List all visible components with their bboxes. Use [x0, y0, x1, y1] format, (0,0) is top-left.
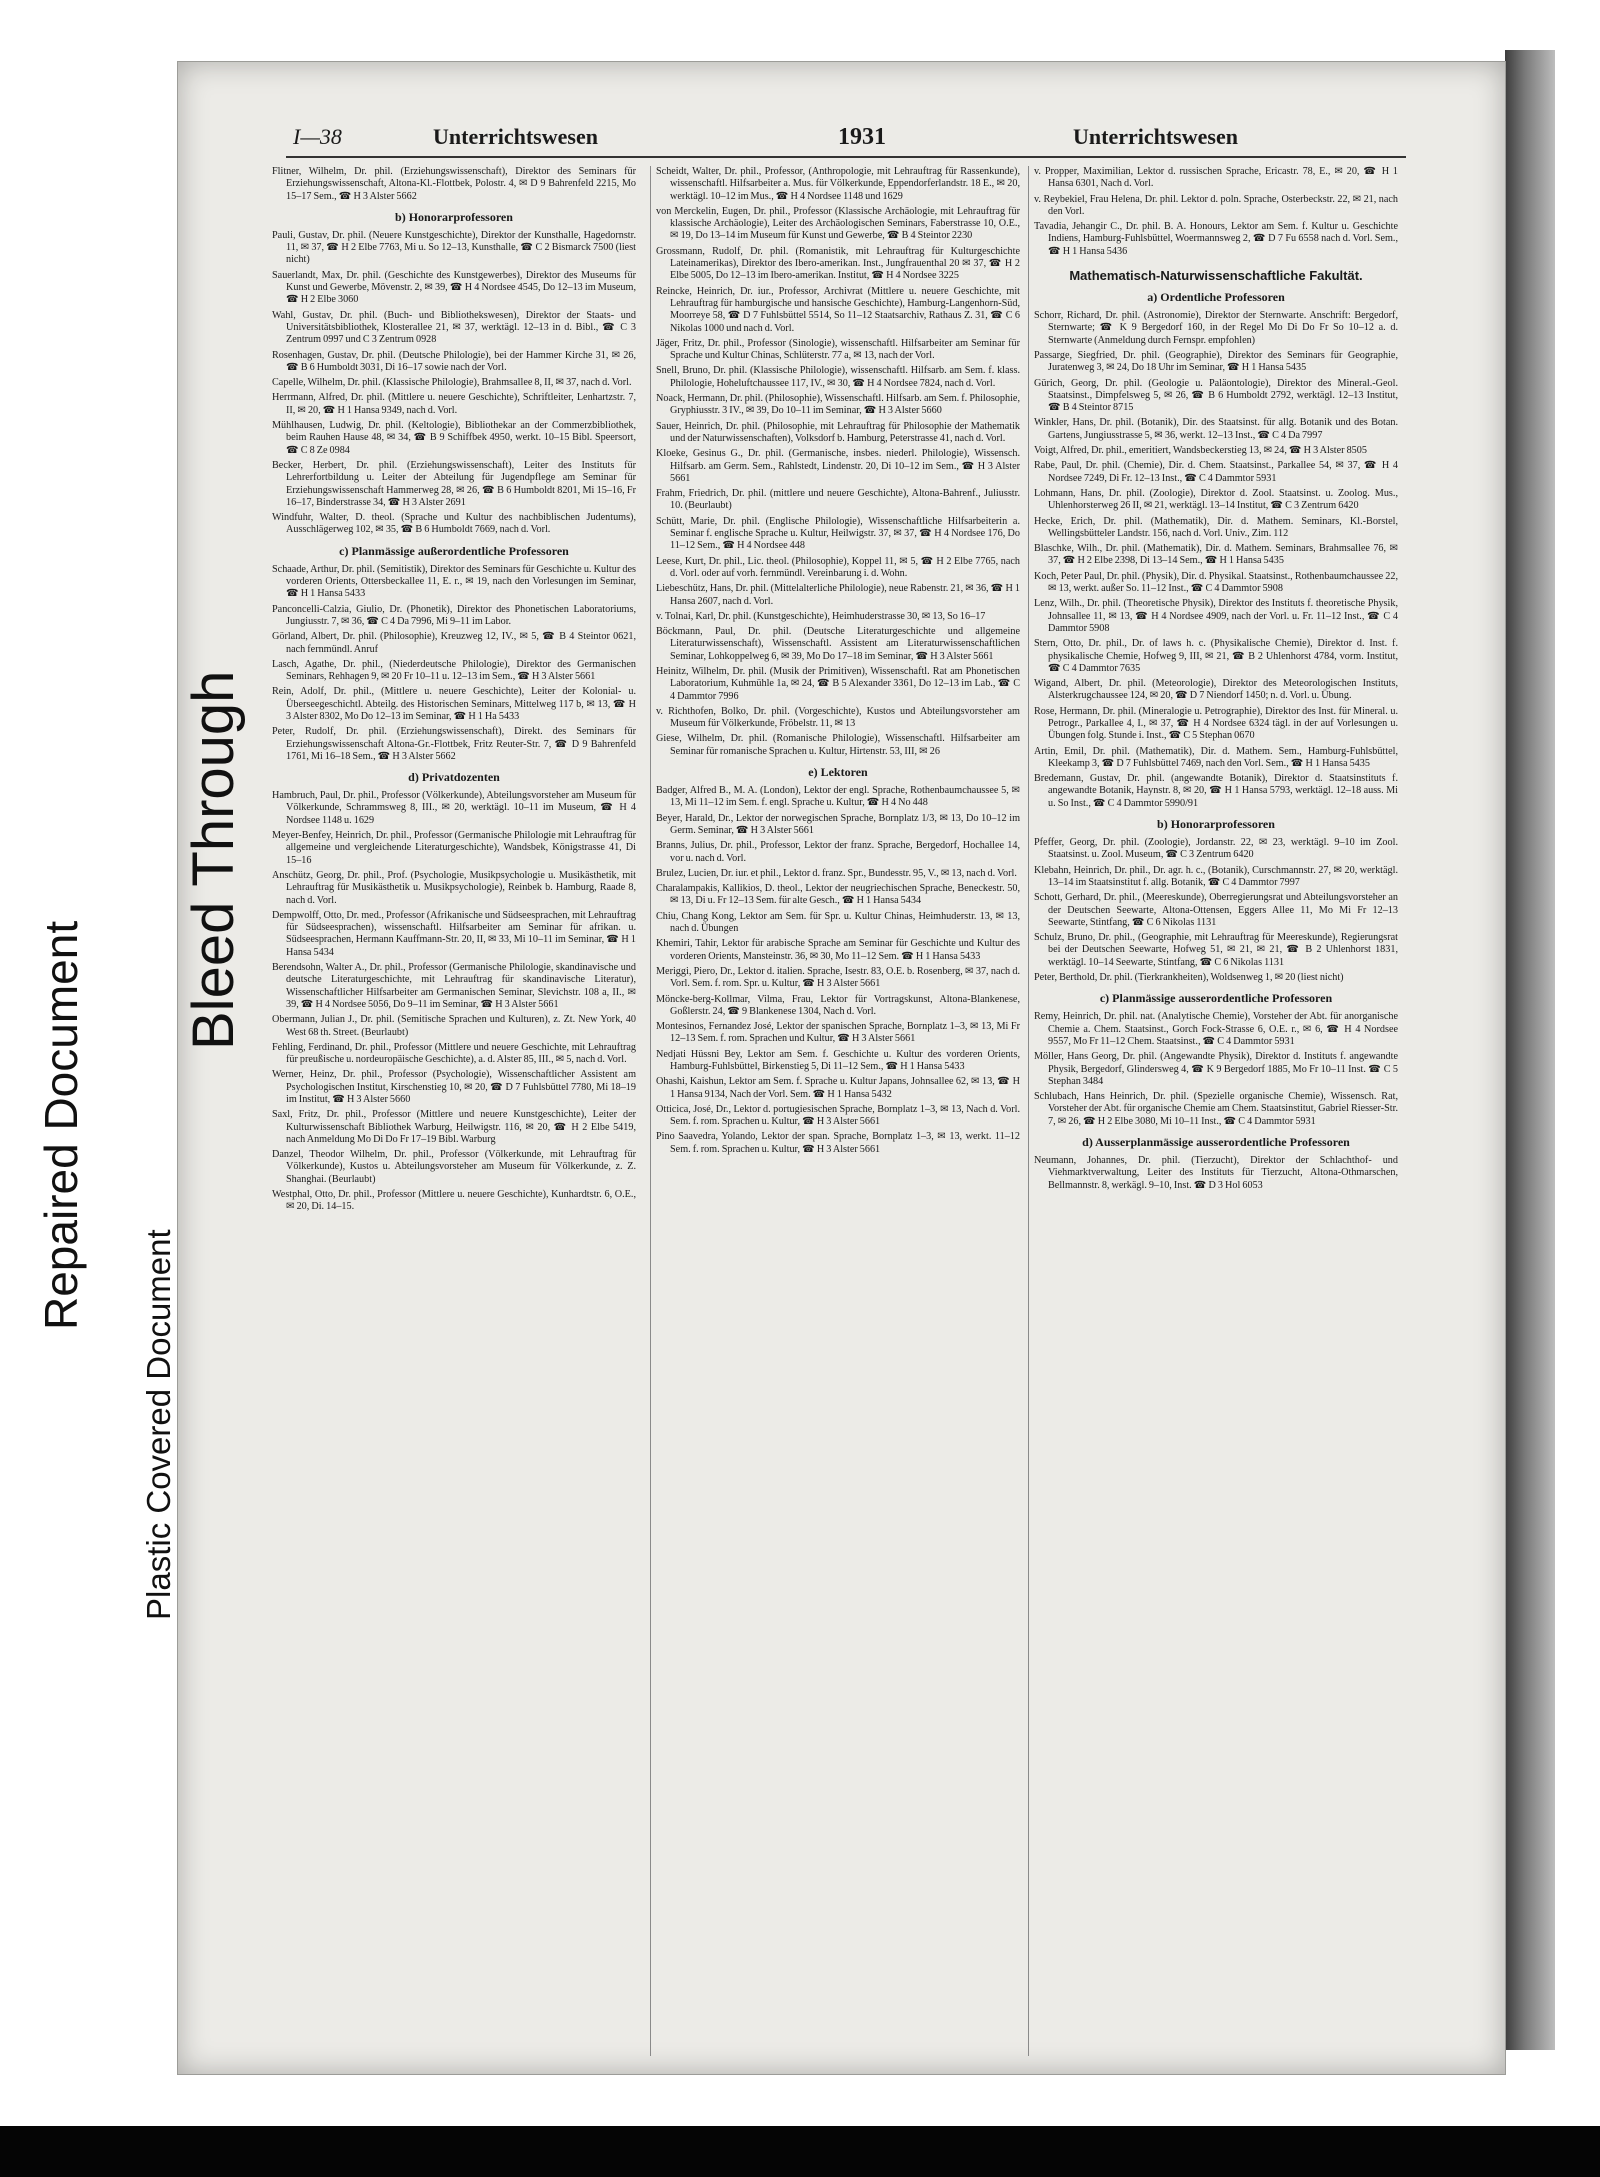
directory-entry: Mühlhausen, Ludwig, Dr. phil. (Keltologie), Bibliothekar an der Commerzbibliothek, beim Rauhen Hause 48, ✉ 34, ☎ B 9 Schiffbek 4950, werkt. 10–15 Bibl. Speersort, ☎ C 8 Ze 0984: [272, 420, 636, 456]
directory-entry: Sauer, Heinrich, Dr. phil. (Philosophie, mit Lehrauftrag für Philosophie der Mathematik und der Naturwissenschaften), Volksdorf b. Hamburg, Peterstrasse 41, nach d. Vorl.: [656, 420, 1020, 444]
directory-entry: Remy, Heinrich, Dr. phil. nat. (Analytische Chemie), Vorsteher der Abt. für anorganische Chemie a. Chem. Staatsinst., Gorch Fock-Strasse 6, O.E. r., ✉ 6, ☎ H 4 Nordsee 9557, Mo Fr 11–12 Chem. Staatsinst., ☎ C 4 Dammtor 5931: [1034, 1011, 1398, 1047]
directory-entry: Wigand, Albert, Dr. phil. (Meteorologie), Direktor des Meteorologischen Instituts, Alsterkrugchaussee 124, ✉ 20, ☎ D 7 Niendorf 1450; n. d. Vorl. u. Übung.: [1034, 678, 1398, 702]
directory-entry: Danzel, Theodor Wilhelm, Dr. phil., Professor (Völkerkunde, mit Lehrauftrag für Völkerkunde), Kustos u. Abteilungsvorsteher am Museum für Völkerkunde, z. Z. Shanghai. (Beurlaubt): [272, 1149, 636, 1185]
directory-entry: Liebeschütz, Hans, Dr. phil. (Mittelalterliche Philologie), neue Rabenstr. 21, ✉ 36, ☎ H 1 Hansa 2607, nach d. Vorl.: [656, 583, 1020, 607]
directory-entry: Schorr, Richard, Dr. phil. (Astronomie), Direktor der Sternwarte. Anschrift: Bergedorf, Sternwarte; ☎ K 9 Bergedorf 160, in der Regel Mo Di Do Fr So 10–12 a. d. Sternwarte (Anmeldung durch Fernspr. empfohlen): [1034, 310, 1398, 346]
column-divider: [650, 166, 651, 2056]
directory-entry: Passarge, Siegfried, Dr. phil. (Geographie), Direktor des Seminars für Geographie, Juratenweg 3, ✉ 24, Do 18 Uhr im Seminar, ☎ H 1 Hansa 5435: [1034, 349, 1398, 374]
section-heading: c) Planmässige ausserordentliche Professoren: [1099, 991, 1333, 1006]
directory-entry: Giese, Wilhelm, Dr. phil. (Romanische Philologie), Wissenschaftl. Hilfsarbeiter am Seminar für romanische Sprachen u. Kultur, Hirtenstr. 53, III, ✉ 26: [656, 733, 1020, 757]
text-column-1: [272, 166, 636, 1217]
directory-entry: Nedjati Hüssni Bey, Lektor am Sem. f. Geschichte u. Kultur des vorderen Orients, Hamburg-Fuhlsbüttel, Birkenstieg 5, Di 11–12 Sem., ☎ H 1 Hansa 5433: [656, 1048, 1020, 1072]
directory-entry: Pino Saavedra, Yolando, Lektor der span. Sprache, Bornplatz 1–3, ✉ 13, werkt. 11–12 Sem. f. rom. Sprachen u. Kultur, ☎ H 3 Alster 5661: [656, 1131, 1020, 1155]
directory-entry: Schott, Gerhard, Dr. phil., (Meereskunde), Oberregierungsrat und Abteilungsvorsteher an der Deutschen Seewarte, Altona-Ottensen, Eggers Allee 11, Mo Mi Fr 12–13 Seewarte, Stintfang, ☎ C 6 Nikolas 1131: [1034, 892, 1398, 928]
running-head: [178, 62, 1505, 162]
directory-entry: Berendsohn, Walter A., Dr. phil., Professor (Germanische Philologie, skandinavische und deutsche Literaturgeschichte, mit Lehrauftrag für skandinavische Literatur), Wissenschaftlicher Hilfsarbeiter am Germanischen Seminar, Slevichstr. 108 a, II., ✉ 39, ☎ H 4 Nordsee 5056, Do 9–11 im Seminar, ☎ H 3 Alster 5661: [272, 962, 636, 1010]
header-rule: [286, 156, 1406, 158]
directory-entry: Rosenhagen, Gustav, Dr. phil. (Deutsche Philologie), bei der Hammer Kirche 31, ✉ 26, ☎ B 6 Humboldt 3031, Di 16–17 sowie nach der Vorl.: [272, 349, 636, 373]
directory-entry: Badger, Alfred B., M. A. (London), Lektor der engl. Sprache, Rothenbaumchaussee 5, ✉ 13, Mi 11–12 im Sem. f. engl. Sprache u. Kultur, ☎ H 4 No 448: [656, 785, 1020, 809]
directory-entry: Ohashi, Kaishun, Lektor am Sem. f. Sprache u. Kultur Japans, Johnsallee 62, ✉ 13, ☎ H 1 Hansa 9134, Nach der Vorl. Sem. ☎ H 1 Hansa 5432: [656, 1076, 1020, 1100]
section-heading: b) Honorarprofessoren: [1157, 817, 1275, 832]
directory-entry: Voigt, Alfred, Dr. phil., emeritiert, Wandsbeckerstieg 13, ✉ 24, ☎ H 3 Alster 8505: [1034, 445, 1367, 457]
directory-entry: Peter, Rudolf, Dr. phil. (Erziehungswissenschaft), Direkt. des Seminars für Erziehungswissenschaft Altona-Gr.-Flottbek, Fritz Reuter-Str. 7, ☎ D 9 Bahrenfeld 1761, Mi 16–18 Sem., ☎ H 3 Alster 5662: [272, 726, 636, 762]
scanner-bottom-band: [0, 2126, 1600, 2177]
directory-entry: Görland, Albert, Dr. phil. (Philosophie), Kreuzweg 12, IV., ✉ 5, ☎ B 4 Steintor 0621, nach fernmündl. Anruf: [272, 631, 636, 655]
directory-entry: Obermann, Julian J., Dr. phil. (Semitische Sprachen und Kulturen), z. Zt. New York, 40 West 68 th. Street. (Beurlaubt): [272, 1014, 636, 1038]
directory-entry: Lohmann, Hans, Dr. phil. (Zoologie), Direktor d. Zool. Staatsinst. u. Zoolog. Mus., Uhlenhorsterweg 26 II, ✉ 21, werktägl. 13–14 Institut, ☎ C 3 Zentrum 6420: [1034, 487, 1398, 512]
directory-entry: Klebahn, Heinrich, Dr. phil., Dr. agr. h. c., (Botanik), Curschmannstr. 27, ✉ 20, werktägl. 13–14 im Staatsinstitut f. allg. Botanik, ☎ C 4 Dammtor 7997: [1034, 864, 1398, 888]
section-heading: a) Ordentliche Professoren: [1147, 290, 1285, 305]
plastic-covered-label: Plastic Covered Document: [140, 1229, 177, 1620]
section-heading: b) Honorarprofessoren: [395, 209, 513, 224]
directory-entry: Fehling, Ferdinand, Dr. phil., Professor (Mittlere und neuere Geschichte, mit Lehrauftrag für preußische u. nordeuropäische Geschichte), a. d. Alster 85, III., ✉ 5, nach d. Vorl.: [272, 1041, 636, 1066]
directory-entry: Otticica, José, Dr., Lektor d. portugiesischen Sprache, Bornplatz 1–3, ✉ 13, Nach d. Vorl. Sem. f. rom. Sprachen u. Kultur, ☎ H 3 Alster 5661: [656, 1103, 1020, 1128]
directory-entry: Lasch, Agathe, Dr. phil., (Niederdeutsche Philologie), Direktor des Germanischen Seminars, Rehhagen 9, ✉ 20 Fr 10–11 u. 12–13 im Sem., ☎ H 3 Alster 5661: [272, 658, 636, 683]
directory-entry: Panconcelli-Calzia, Giulio, Dr. (Phonetik), Direktor des Phonetischen Laboratoriums, Jungiusstr. 7, ✉ 36, ☎ C 4 Da 7996, Mi 9–11 im Labor.: [272, 603, 636, 627]
directory-entry: Bredemann, Gustav, Dr. phil. (angewandte Botanik), Direktor d. Staatsinstituts f. angewandte Botanik, Haynstr. 8, ✉ 20, ☎ H 1 Hansa 5793, werktägl. 12–18 auss. Mi u. So Inst., ☎ C 4 Dammtor 5990/91: [1034, 773, 1398, 809]
running-title-right: Unterrichtswesen: [1073, 124, 1238, 149]
directory-entry: Leese, Kurt, Dr. phil., Lic. theol. (Philosophie), Koppel 11, ✉ 5, ☎ H 2 Elbe 7765, nach d. Vorl. oder auf vorh. fernmündl. Vereinbarung i. d. Wohn.: [656, 555, 1020, 579]
directory-entry: Westphal, Otto, Dr. phil., Professor (Mittlere u. neuere Geschichte), Kunhardtstr. 6, O.E., ✉ 20, Di. 14–15.: [272, 1189, 636, 1213]
directory-entry: Hambruch, Paul, Dr. phil., Professor (Völkerkunde), Abteilungsvorsteher am Museum für Völkerkunde, Schrammsweg 8, III., ✉ 20, werktägl. 10–11 im Museum, ☎ H 4 Nordsee 1148 u. 1629: [272, 790, 636, 826]
directory-entry: Kloeke, Gesinus G., Dr. phil. (Germanische, insbes. niederl. Philologie), Wissensch. Hilfsarb. am Germ. Sem., Rahlstedt, Lindenstr. 20, Di 10–12 im Sem., ☎ H 3 Alster 5661: [656, 448, 1020, 484]
directory-entry: von Merckelin, Eugen, Dr. phil., Professor (Klassische Archäologie, mit Lehrauftrag für klassische Archäologie), Leiter des Archäologischen Seminars, Faberstrasse 10, O.E., ✉ 19, Do 13–14 im Museum für Kunst und Gewerbe, ☎ B 4 Steintor 2230: [656, 205, 1020, 242]
directory-entry: Grossmann, Rudolf, Dr. phil. (Romanistik, mit Lehrauftrag für Kulturgeschichte Lateinamerikas), Direktor des Ibero-amerikan. Inst., Jungfrauenthal 20 ✉ 37, ☎ H 2 Elbe 5005, Do 12–13 im Ibero-amerikan. Institut, ☎ H 4 Nordsee 3225: [656, 245, 1020, 282]
directory-entry: Montesinos, Fernandez José, Lektor der spanischen Sprache, Bornplatz 1–3, ✉ 13, Mi Fr 12–13 Sem. f. rom. Sprachen und Kultur, ☎ H 3 Alster 5661: [656, 1021, 1020, 1045]
directory-entry: Chiu, Chang Kong, Lektor am Sem. für Spr. u. Kultur Chinas, Heimhuderstr. 13, ✉ 13, nach d. Übungen: [656, 910, 1020, 935]
section-heading: c) Planmässige außerordentliche Professoren: [339, 543, 569, 558]
directory-entry: Flitner, Wilhelm, Dr. phil. (Erziehungswissenschaft), Direktor des Seminars für Erziehungswissenschaft, Altona-Kl.-Flottbek, Polostr. 4, ✉ D 9 Bahrenfeld 2215, Mo 15–17 Sem., ☎ H 3 Alster 5662: [272, 166, 636, 202]
directory-entry: Branns, Julius, Dr. phil., Professor, Lektor der franz. Sprache, Bergedorf, Hochallee 14, vor u. nach d. Vorl.: [656, 840, 1020, 864]
column-divider: [1028, 166, 1029, 2056]
directory-entry: Artin, Emil, Dr. phil. (Mathematik), Dir. d. Mathem. Sem., Hamburg-Fuhlsbüttel, Kleekamp 3, ☎ D 7 Fuhlsbüttel 7469, nach den Vorl. Sem., ☎ H 1 Hansa 5435: [1034, 745, 1398, 769]
directory-entry: Schulz, Bruno, Dr. phil., (Geographie, mit Lehrauftrag für Meereskunde), Regierungsrat bei der Deutschen Seewarte, Hofweg 51, ✉ 21, ✉ 21, ☎ B 2 Uhlenhorst 1831, werktägl. 10–14 Seewarte, Stintfang, ☎ C 6 Nikolas 1131: [1034, 932, 1398, 968]
directory-entry: Koch, Peter Paul, Dr. phil. (Physik), Dir. d. Physikal. Staatsinst., Rothenbaumchaussee 22, ✉ 13, werkt. außer So. 11–12 Inst., ☎ C 4 Dammtor 5908: [1034, 570, 1398, 595]
directory-entry: Werner, Heinz, Dr. phil., Professor (Psychologie), Wissenschaftlicher Assistent am Psychologischen Institut, Kirschenstieg 10, ✉ 20, ☎ D 7 Fuhlsbüttel 7780, Mi 18–19 im Institut, ☎ H 3 Alster 5660: [272, 1069, 636, 1105]
directory-entry: Blaschke, Wilh., Dr. phil. (Mathematik), Dir. d. Mathem. Seminars, Brahmsallee 76, ✉ 37, ☎ H 2 Elbe 2398, Di 13–14 Sem., ☎ H 1 Hansa 5435: [1034, 543, 1398, 567]
directory-entry: Meriggi, Piero, Dr., Lektor d. italien. Sprache, Isestr. 83, O.E. b. Rosenberg, ✉ 37, nach d. Vorl. Sem. f. rom. Spr. u. Kultur, ☎ H 3 Alster 5661: [656, 965, 1020, 990]
directory-entry: Charalampakis, Kallikios, D. theol., Lektor der neugriechischen Sprache, Beneckestr. 50, ✉ 13, Di u. Fr 12–13 Sem. für alte Gesch., ☎ H 1 Hansa 5434: [656, 883, 1020, 907]
section-heading: e) Lektoren: [808, 765, 868, 780]
text-column-3: [1034, 166, 1398, 1195]
directory-entry: Tavadia, Jehangir C., Dr. phil. B. A. Honours, Lektor am Sem. f. Kultur u. Geschichte Indiens, Hamburg-Fuhlsbüttel, Woermannsweg 2, ☎ D 7 Fu 6558 nach d. Vorl. Sem., ☎ H 1 Hansa 5436: [1034, 221, 1398, 257]
directory-entry: Lenz, Wilh., Dr. phil. (Theoretische Physik), Direktor des Instituts f. theoretische Physik, Johnsallee 11, ✉ 13, ☎ H 4 Nordsee 4909, nach der Vorl. u. Fr. 11–12 Inst., ☎ C 4 Dammtor 5908: [1034, 598, 1398, 634]
faculty-heading: Mathematisch-Naturwissenschaftliche Fakultät.: [1069, 268, 1363, 284]
bleed-through-label: Bleed Through: [181, 670, 246, 1050]
directory-entry: v. Reybekiel, Frau Helena, Dr. phil. Lektor d. poln. Sprache, Osterbeckstr. 22, ✉ 21, nach den Vorl.: [1034, 193, 1398, 217]
directory-entry: Frahm, Friedrich, Dr. phil. (mittlere und neuere Geschichte), Altona-Bahrenf., Juliusstr. 10. (Beurlaubt): [656, 488, 1020, 512]
directory-entry: Neumann, Johannes, Dr. phil. (Tierzucht), Direktor der Schlachthof- und Viehmarktverwaltung, Leiter des Instituts für Tierzucht, Altona-Othmarschen, Bellmannstr. 8, werkägl. 9–10, Inst. ☎ D 3 Hol 6053: [1034, 1155, 1398, 1191]
directory-entry: Wahl, Gustav, Dr. phil. (Buch- und Bibliothekswesen), Direktor der Staats- und Universitätsbibliothek, Klosterallee 21, ✉ 37, werktägl. 12–13 in d. Bibl., ☎ C 3 Zentrum 0997 und C 3 Zentrum 0928: [272, 309, 636, 346]
directory-entry: Schaade, Arthur, Dr. phil. (Semitistik), Direktor des Seminars für Geschichte u. Kultur des vorderen Orients, Ottersbeckallee 11, E. r., ✉ 19, nach den Vorlesungen im Seminar, ☎ H 1 Hansa 5433: [272, 563, 636, 600]
directory-entry: Khemiri, Tahir, Lektor für arabische Sprache am Seminar für Geschichte und Kultur des vorderen Orients, Mansteinstr. 36, ✉ 30, Mo 11–12 Sem. ☎ H 1 Hansa 5433: [656, 938, 1020, 962]
section-heading: d) Ausserplanmässige ausserordentliche Professoren: [1082, 1135, 1350, 1149]
directory-entry: Heinitz, Wilhelm, Dr. phil. (Musik der Primitiven), Wissenschaftl. Rat am Phonetischen Laboratorium, Kuhmühle 1a, ✉ 24, ☎ B 5 Alexander 3361, Do 12–13 im Lab., ☎ C 4 Dammtor 7996: [656, 665, 1020, 702]
directory-entry: Peter, Berthold, Dr. phil. (Tierkrankheiten), Woldsenweg 1, ✉ 20 (liest nicht): [1034, 972, 1344, 984]
directory-entry: Becker, Herbert, Dr. phil. (Erziehungswissenschaft), Leiter des Instituts für Lehrerfortbildung u. Leiter der Abteilung für Jugendpflege am Seminar für Erziehungswissenschaft Hammerweg 28, ✉ 26, ☎ B 6 Humboldt 8201, Mi 15–16, Fr 16–17, Binderstrasse 34, ☎ H 3 Alster 2691: [272, 459, 636, 508]
directory-entry: Capelle, Wilhelm, Dr. phil. (Klassische Philologie), Brahmsallee 8, II, ✉ 37, nach d. Vorl.: [272, 377, 632, 389]
directory-entry: Herrmann, Alfred, Dr. phil. (Mittlere u. neuere Geschichte), Schriftleiter, Lenhartzstr. 7, II, ✉ 20, ☎ H 1 Hansa 9349, nach d. Vorl.: [272, 392, 636, 416]
page-number: I—38: [293, 124, 342, 149]
directory-entry: Meyer-Benfey, Heinrich, Dr. phil., Professor (Germanische Philologie mit Lehrauftrag für allgemeine und vergleichende Literaturgeschichte), Wandsbek, Königstrasse 41, Di 15–16: [272, 830, 636, 866]
running-title-left: Unterrichtswesen: [433, 124, 598, 149]
directory-entry: Gürich, Georg, Dr. phil. (Geologie u. Paläontologie), Direktor des Mineral.-Geol. Staatsinst., Dimpfelsweg 5, ✉ 26, ☎ B 6 Humboldt 2792, werktägl. 12–13 Institut, ☎ B 4 Steintor 8715: [1034, 377, 1398, 414]
directory-entry: Windfuhr, Walter, D. theol. (Sprache und Kultur des nachbiblischen Judentums), Ausschlägerweg 102, ✉ 35, ☎ B 6 Humboldt 7669, nach d. Vorl.: [272, 512, 636, 536]
directory-entry: Brulez, Lucien, Dr. iur. et phil., Lektor d. franz. Spr., Bundesstr. 95, V., ✉ 13, nach d. Vorl.: [656, 867, 1017, 879]
directory-entry: Hecke, Erich, Dr. phil. (Mathematik), Dir. d. Mathem. Seminars, Kl.-Borstel, Wellingsbütteler Landstr. 156, nach d. Vorl. Univ., Zim. 112: [1034, 515, 1398, 539]
year-heading: 1931: [838, 124, 886, 150]
directory-entry: Pfeffer, Georg, Dr. phil. (Zoologie), Jordanstr. 22, ✉ 23, werktägl. 9–10 im Zool. Staatsinst. u. Zool. Museum, ☎ C 3 Zentrum 6420: [1034, 837, 1398, 861]
directory-entry: Reincke, Heinrich, Dr. iur., Professor, Archivrat (Mittlere u. neuere Geschichte, mit Lehrauftrag für hamburgische und hansische Geschichte), Hamburg-Langenhorn-Süd, Moorreye 58, ☎ D 7 Fuhlsbüttel 5514, So 11–12 Staatsarchiv, Rathaus Z. 31, ☎ C 6 Nikolas 1000 und nach d. Vorl.: [656, 285, 1020, 334]
section-heading: d) Privatdozenten: [408, 770, 500, 785]
directory-entry: Snell, Bruno, Dr. phil. (Klassische Philologie), wissenschaftl. Hilfsarb. am Sem. f. klass. Philologie, Hoheluftchaussee 117, IV., ✉ 30, ☎ H 4 Nordsee 7824, nach d. Vorl.: [656, 365, 1020, 389]
directory-entry: Sauerlandt, Max, Dr. phil. (Geschichte des Kunstgewerbes), Direktor des Museums für Kunst und Gewerbe, Mövenstr. 2, ✉ 39, ☎ H 4 Nordsee 4545, Do 12–13 im Museum, ☎ H 2 Elbe 3060: [272, 269, 636, 306]
directory-entry: Jäger, Fritz, Dr. phil., Professor (Sinologie), wissenschaftl. Hilfsarbeiter am Seminar für Sprache und Kultur Chinas, Schlüterstr. 77 a, ✉ 13, nach der Vorl.: [656, 337, 1020, 362]
directory-entry: Winkler, Hans, Dr. phil. (Botanik), Dir. des Staatsinst. für allg. Botanik und des Botan. Gartens, Jungiusstrasse 5, ✉ 36, werkt. 12–13 Inst., ☎ C 4 Da 7997: [1034, 417, 1398, 441]
directory-entry: Pauli, Gustav, Dr. phil. (Neuere Kunstgeschichte), Direktor der Kunsthalle, Hagedornstr. 11, ✉ 37, ☎ H 2 Elbe 7763, Mi u. So 12–13, Kunsthalle, ☎ C 2 Bismarck 7500 (liest nicht): [272, 229, 636, 266]
directory-entry: Noack, Hermann, Dr. phil. (Philosophie), Wissenschaftl. Hilfsarb. am Sem. f. Philosophie, Gryphiusstr. 3 IV., ✉ 39, Do 10–11 im Seminar, ☎ H 3 Alster 5660: [656, 393, 1020, 417]
directory-entry: v. Tolnai, Karl, Dr. phil. (Kunstgeschichte), Heimhuderstrasse 30, ✉ 13, So 16–17: [656, 610, 986, 622]
directory-entry: Schlubach, Hans Heinrich, Dr. phil. (Spezielle organische Chemie), Wissensch. Rat, Vorsteher der Abt. für organische Chemie am Chem. Staatsinstitut, Gabriel Riesser-Str. 7, ✉ 26, ☎ H 2 Elbe 3080, Mi 10–11 Inst., ☎ C 4 Dammtor 5931: [1034, 1091, 1398, 1127]
directory-entry: v. Richthofen, Bolko, Dr. phil. (Vorgeschichte), Kustos und Abteilungsvorsteher am Museum für Völkerkunde, Fröbelstr. 11, ✉ 13: [656, 705, 1020, 730]
directory-entry: Scheidt, Walter, Dr. phil., Professor, (Anthropologie, mit Lehrauftrag für Rassenkunde), wissenschaftl. Hilfsarbeiter a. Mus. für Völkerkunde, Eppendorferlandstr. 18 E., ✉ 20, werktägl. 10–12 im Mus., ☎ H 4 Nordsee 1148 und 1629: [656, 166, 1020, 202]
scan-binding-edge: [1505, 50, 1555, 2050]
directory-entry: Rein, Adolf, Dr. phil., (Mittlere u. neuere Geschichte), Leiter der Kolonial- u. Überseegeschichtl. Abteilg. des Historischen Seminars, Mittelweg 117 b, ✉ 13, ☎ H 3 Alster 8302, Mo Do 12–13 im Seminar, ☎ H 1 Ha 5433: [272, 686, 636, 722]
directory-entry: Böckmann, Paul, Dr. phil. (Deutsche Literaturgeschichte und allgemeine Literaturwissenschaft), Wissenschaftl. Assistent am Literaturwissenschaftlichen Seminar, Lohkoppelweg 6, ✉ 39, Mo Do 17–18 im Seminar, ☎ H 3 Alster 5661: [656, 626, 1020, 662]
directory-entry: Dempwolff, Otto, Dr. med., Professor (Afrikanische und Südseesprachen, mit Lehrauftrag für Südseesprachen), wissenschaftl. Hilfsarbeiter am Seminar für afrikan. u. Südseesprachen, Hermann Kauffmann-Str. 20, II, ✉ 33, Mi 10–11 im Seminar, ☎ H 1 Hansa 5434: [272, 909, 636, 958]
directory-entry: Schütt, Marie, Dr. phil. (Englische Philologie), Wissenschaftliche Hilfsarbeiterin a. Seminar f. englische Sprache u. Kultur, Heilwigstr. 37, ✉ 37, ☎ H 4 Nordsee 176, Do 11–12 Sem., ☎ H 4 Nordsee 448: [656, 515, 1020, 552]
directory-entry: Möller, Hans Georg, Dr. phil. (Angewandte Physik), Direktor d. Instituts f. angewandte Physik, Bergedorf, Glindersweg 4, ☎ K 9 Bergedorf 1885, Mo Fr 10–11 Inst. ☎ C 5 Stephan 3484: [1034, 1051, 1398, 1087]
directory-entry: Möncke-berg-Kollmar, Vilma, Frau, Lektor für Vortragskunst, Altona-Blankenese, Goßlerstr. 24, ☎ 9 Blankenese 1304, Nach d. Vorl.: [656, 993, 1020, 1017]
directory-entry: Rabe, Paul, Dr. phil. (Chemie), Dir. d. Chem. Staatsinst., Parkallee 54, ✉ 37, ☎ H 4 Nordsee 7249, Di Fr. 12–13 Inst., ☎ C 4 Dammtor 5931: [1034, 460, 1398, 484]
directory-entry: Stern, Otto, Dr. phil., Dr. of laws h. c. (Physikalische Chemie), Direktor d. Inst. f. physikalische Chemie, Hofweg 9, III, ✉ 21, ☎ B 2 Uhlenhorst 4784, vorm. Institut, ☎ C 4 Dammtor 7635: [1034, 638, 1398, 674]
repaired-document-label: Repaired Document: [35, 920, 87, 1330]
directory-entry: v. Propper, Maximilian, Lektor d. russischen Sprache, Ericastr. 78, E., ✉ 20, ☎ H 1 Hansa 6301, Nach d. Vorl.: [1034, 166, 1398, 190]
directory-entry: Beyer, Harald, Dr., Lektor der norwegischen Sprache, Bornplatz 1/3, ✉ 13, Do 10–12 im Germ. Seminar, ☎ H 3 Alster 5661: [656, 812, 1020, 836]
directory-entry: Saxl, Fritz, Dr. phil., Professor (Mittlere und neuere Kunstgeschichte), Leiter der Kulturwissenschaft Bibliothek Warburg, Heilwigstr. 116, ✉ 20, ☎ H 2 Elbe 5419, nach Anmeldung Mo Di Do Fr 17–19 Bibl. Warburg: [272, 1109, 636, 1145]
directory-entry: Anschütz, Georg, Dr. phil., Prof. (Psychologie, Musikpsychologie u. Musikästhetik, mit Lehrauftrag für Musikästhetik u. Musikpsychologie), Reinbek b. Hamburg, Raade 8, nach d. Vorl.: [272, 869, 636, 906]
directory-entry: Rose, Hermann, Dr. phil. (Mineralogie u. Petrographie), Direktor des Inst. für Mineral. u. Petrogr., Parkallee 4, I., ✉ 37, ☎ H 4 Nordsee 6324 tägl. in der auf Vorlesungen u. Übungen folg. Stunde i. Inst., ☎ C 5 Stephan 0670: [1034, 705, 1398, 742]
text-column-2: [656, 166, 1020, 1159]
scanned-page: [178, 62, 1505, 2074]
